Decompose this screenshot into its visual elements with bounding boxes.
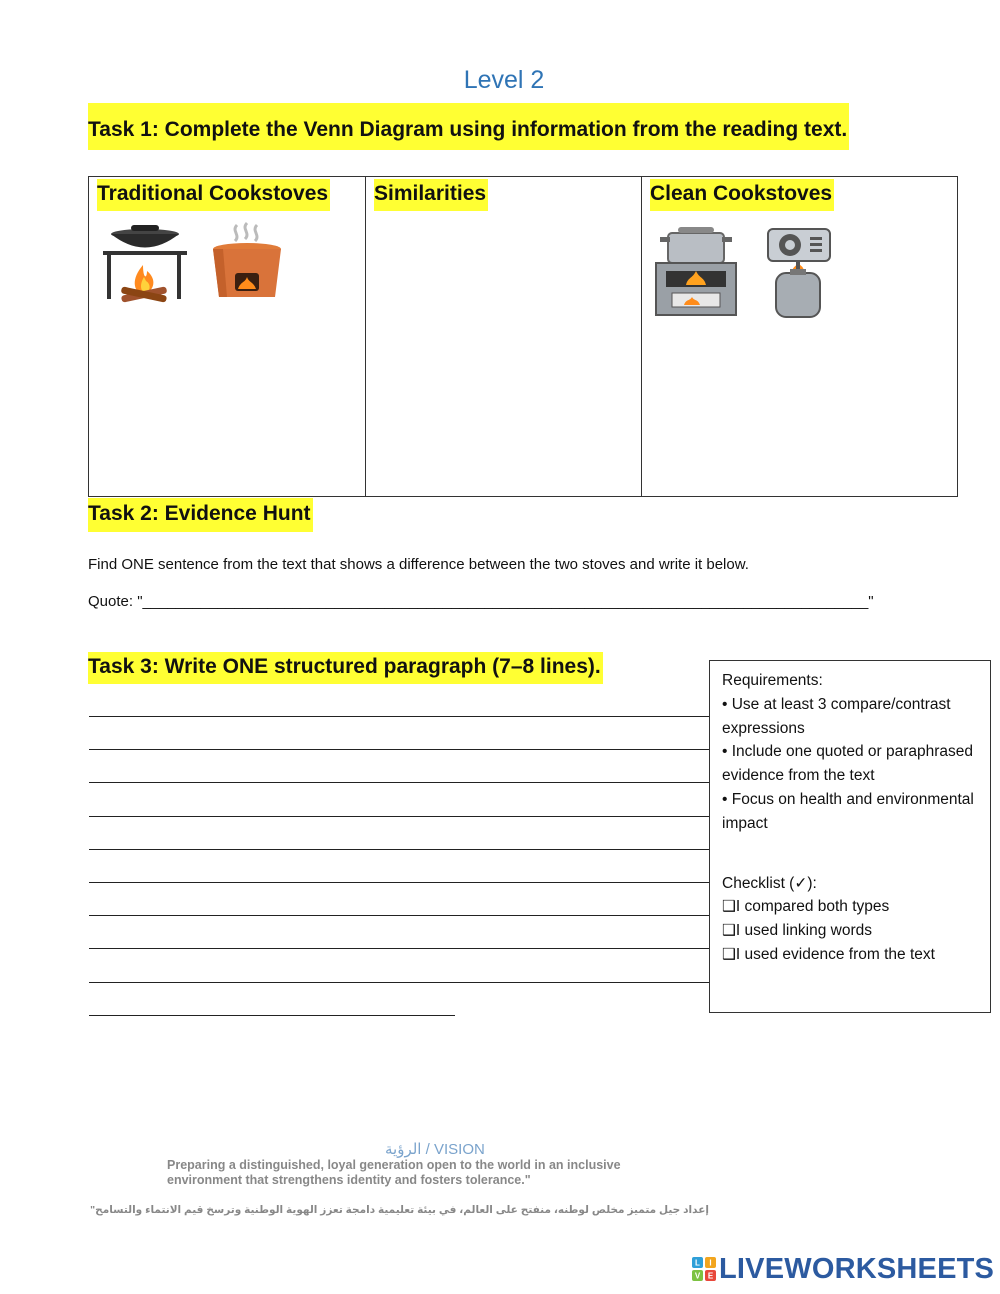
similarities-column[interactable] xyxy=(366,177,642,497)
writing-line[interactable] xyxy=(89,882,709,883)
pot-over-fire-icon xyxy=(97,221,189,303)
logo-letter: E xyxy=(707,1271,714,1281)
task2-instruction: Find ONE sentence from the text that shows a difference between the two stoves and write it below. xyxy=(88,556,749,573)
checklist-item[interactable]: ❑I used evidence from the text xyxy=(722,945,935,963)
vision-title: الرؤية / VISION xyxy=(385,1141,485,1158)
requirement-item: • Focus on health and environmental impact xyxy=(722,790,974,832)
vision-english: Preparing a distinguished, loyal generation open to the world in an inclusive environment that strengthens identity and fosters tolerance." xyxy=(167,1158,621,1187)
writing-line[interactable] xyxy=(89,948,709,949)
level-title: Level 2 xyxy=(463,66,545,94)
checklist-title: Checklist (✓): xyxy=(722,874,817,892)
gas-stove-icon xyxy=(760,223,836,319)
writing-line[interactable] xyxy=(89,749,709,750)
similarities-heading: Similarities xyxy=(374,179,488,211)
checklist-item[interactable]: ❑I used linking words xyxy=(722,922,873,940)
logo-letter: I xyxy=(709,1258,712,1268)
requirement-item: • Include one quoted or paraphrased evidence from the text xyxy=(722,743,974,785)
writing-line[interactable] xyxy=(89,1015,455,1016)
writing-line[interactable] xyxy=(89,849,709,850)
clean-column[interactable] xyxy=(642,177,958,497)
writing-line[interactable] xyxy=(89,716,709,717)
task2-heading: Task 2: Evidence Hunt xyxy=(88,498,313,532)
clean-heading: Clean Cookstoves xyxy=(650,179,834,211)
writing-line[interactable] xyxy=(89,915,709,916)
logo-letter: V xyxy=(694,1271,701,1281)
liveworksheets-logo-icon xyxy=(692,1257,716,1281)
task1-heading: Task 1: Complete the Venn Diagram using information from the reading text. xyxy=(88,103,849,150)
writing-line[interactable] xyxy=(89,782,709,783)
requirement-item: • Use at least 3 compare/contrast expressions xyxy=(722,695,951,737)
logo-letter: L xyxy=(695,1258,700,1268)
writing-line[interactable] xyxy=(89,816,709,817)
writing-line[interactable] xyxy=(89,982,709,983)
clay-stove-icon xyxy=(207,221,287,303)
requirements-title: Requirements: xyxy=(722,672,823,689)
traditional-heading: Traditional Cookstoves xyxy=(97,179,330,211)
task3-heading: Task 3: Write ONE structured paragraph (7–8 lines). xyxy=(88,652,603,684)
checklist-item[interactable]: ❑I compared both types xyxy=(722,898,890,916)
steel-stove-icon xyxy=(650,223,742,319)
quote-input[interactable]: Quote: "_______________________________________________________________________________________" xyxy=(88,593,874,610)
traditional-column[interactable] xyxy=(89,177,366,497)
liveworksheets-logo[interactable] xyxy=(692,1252,994,1286)
brand-name: LIVEWORKSHEETS xyxy=(719,1252,995,1285)
vision-arabic: إعداد جيل متميز مخلص لوطنه، منفتح على العالم، في بيئة تعليمية دامجة تعزز الهوية الوطنية وترسخ قيم الانتماء والتسامح" xyxy=(90,1204,709,1216)
requirements-box xyxy=(709,660,991,1013)
venn-table xyxy=(88,176,958,497)
